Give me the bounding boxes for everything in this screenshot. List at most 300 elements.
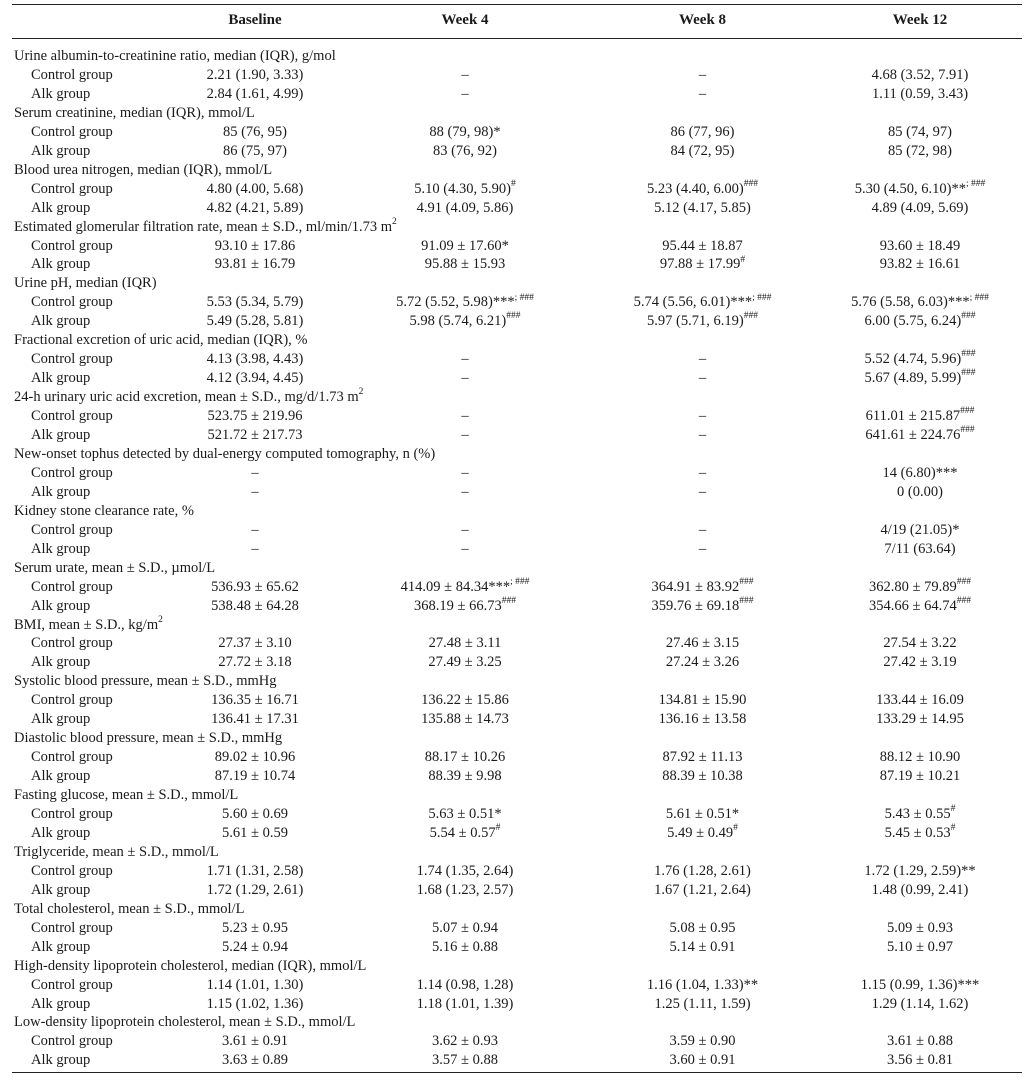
group-label: Control group xyxy=(31,919,113,936)
cell-baseline xyxy=(160,1051,350,1070)
cell-value: 27.54 ± 3.22 xyxy=(883,635,957,652)
cell-value: 95.88 ± 15.93 xyxy=(424,256,506,273)
cell-value: 27.46 ± 3.15 xyxy=(665,635,740,652)
cell-week-4 xyxy=(370,312,560,331)
group-label: Alk group xyxy=(31,881,91,898)
group-label: Alk group xyxy=(31,427,91,443)
cell-value: 3.59 ± 0.90 xyxy=(669,1033,736,1050)
group-label: Control group xyxy=(31,635,113,652)
cell-baseline xyxy=(160,142,350,161)
cell-value: 1.18 (1.01, 1.39) xyxy=(416,995,514,1012)
cell-week-12 xyxy=(820,938,1020,957)
cell-week-12 xyxy=(820,710,1020,729)
section-row xyxy=(0,843,1028,862)
cell-value: 6.00 (5.75, 6.24) xyxy=(864,313,962,330)
cell-value: 3.57 ± 0.88 xyxy=(432,1052,498,1069)
cell-week-8 xyxy=(605,293,800,312)
group-label: Alk group xyxy=(31,540,91,557)
table-row xyxy=(0,995,1028,1014)
cell-week-12 xyxy=(820,180,1020,199)
cell-value: 93.81 ± 16.79 xyxy=(214,256,296,273)
table-row xyxy=(0,919,1028,938)
cell-week-8 xyxy=(605,710,800,729)
section-label-text: Blood urea nitrogen, median (IQR), mmol/L xyxy=(14,161,273,178)
table-row xyxy=(0,255,1028,274)
section-row xyxy=(0,218,1028,237)
section-label-text: New-onset tophus detected by dual-energy computed tomography, n (%) xyxy=(14,445,436,462)
table-row xyxy=(0,578,1028,597)
cell-value: 5.07 ± 0.94 xyxy=(432,919,498,936)
section-row xyxy=(0,1013,1028,1032)
section-label-text: 24-h urinary uric acid excretion, mean ± S.D., mg/d/1.73 m xyxy=(14,389,359,406)
cell-week-12 xyxy=(820,862,1020,881)
cell-week-4 xyxy=(370,919,560,938)
cell-value: – xyxy=(698,483,707,500)
cell-week-4 xyxy=(370,66,560,85)
cell-week-8 xyxy=(605,464,800,483)
significance-superscript: ### xyxy=(739,576,754,587)
significance-superscript: ; ### xyxy=(965,178,986,189)
cell-value: 523.75 ± 219.96 xyxy=(207,408,303,425)
cell-value: – xyxy=(698,464,707,481)
cell-week-12 xyxy=(820,237,1020,256)
cell-week-12 xyxy=(820,919,1020,938)
cell-week-4 xyxy=(370,369,560,388)
cell-week-4 xyxy=(370,237,560,256)
section-label-text: Urine albumin-to-creatinine ratio, median (IQR), g/mol xyxy=(14,48,336,64)
group-label: Alk group xyxy=(31,142,91,159)
cell-week-8 xyxy=(605,748,800,767)
section-label-text: Estimated glomerular filtration rate, mean ± S.D., ml/min/1.73 m xyxy=(14,218,393,235)
table-row xyxy=(0,691,1028,710)
cell-value: 362.80 ± 79.89 xyxy=(869,578,957,595)
section-label xyxy=(14,616,163,635)
group-label: Alk group xyxy=(31,938,91,955)
cell-week-4 xyxy=(370,123,560,142)
cell-value: 5.16 ± 0.88 xyxy=(432,938,498,955)
cell-baseline xyxy=(160,938,350,957)
cell-week-8 xyxy=(605,862,800,881)
group-label: Control group xyxy=(31,408,113,425)
cell-baseline xyxy=(160,919,350,938)
cell-value: 5.49 (5.28, 5.81) xyxy=(206,313,304,330)
significance-superscript: ### xyxy=(501,595,516,606)
cell-value: 1.29 (1.14, 1.62) xyxy=(871,995,969,1012)
cell-week-8 xyxy=(605,426,800,445)
section-row xyxy=(0,957,1028,976)
group-label: Control group xyxy=(31,66,113,83)
cell-value: 1.68 (1.23, 2.57) xyxy=(416,881,514,898)
cell-value: 88.17 ± 10.26 xyxy=(424,749,506,766)
table-row xyxy=(0,464,1028,483)
significance-superscript: # xyxy=(733,823,738,834)
cell-value: 368.19 ± 66.73 xyxy=(414,597,502,614)
cell-baseline xyxy=(160,464,350,483)
cell-value: 93.10 ± 17.86 xyxy=(214,237,296,254)
section-label xyxy=(14,502,194,521)
group-label: Alk group xyxy=(31,256,91,273)
table-row xyxy=(0,180,1028,199)
cell-value: 1.48 (0.99, 2.41) xyxy=(871,881,969,898)
cell-value: 83 (76, 92) xyxy=(432,142,498,159)
cell-value: 1.25 (1.11, 1.59) xyxy=(654,995,751,1012)
significance-superscript: ; ### xyxy=(752,292,772,303)
cell-value: 87.19 ± 10.21 xyxy=(879,768,961,785)
cell-week-4 xyxy=(370,255,560,274)
cell-value: 1.74 (1.35, 2.64) xyxy=(416,862,514,879)
cell-week-12 xyxy=(820,293,1020,312)
cell-value: 5.23 ± 0.95 xyxy=(222,919,288,936)
group-label: Control group xyxy=(31,237,113,254)
cell-value: – xyxy=(461,408,469,425)
cell-baseline xyxy=(160,976,350,995)
table-row xyxy=(0,85,1028,104)
cell-value: 27.72 ± 3.18 xyxy=(218,654,292,671)
column-header-week-12: Week 12 xyxy=(892,12,948,28)
table-row xyxy=(0,976,1028,995)
significance-superscript: ### xyxy=(739,595,754,606)
cell-value: 1.72 (1.29, 2.59)** xyxy=(864,862,976,879)
cell-baseline xyxy=(160,824,350,843)
section-label xyxy=(14,161,272,180)
section-label-text: Total cholesterol, mean ± S.D., mmol/L xyxy=(14,900,245,917)
cell-week-4 xyxy=(370,199,560,218)
significance-superscript: # xyxy=(495,823,501,834)
column-header-baseline: Baseline xyxy=(228,12,282,28)
section-label xyxy=(14,445,435,464)
cell-baseline xyxy=(160,995,350,1014)
cell-value: 5.63 ± 0.51* xyxy=(428,806,502,822)
table-row xyxy=(0,521,1028,540)
section-row xyxy=(0,559,1028,578)
table-row xyxy=(0,123,1028,142)
cell-week-4 xyxy=(370,426,560,445)
cell-value: 85 (72, 98) xyxy=(887,142,953,159)
cell-baseline xyxy=(160,597,350,616)
cell-week-12 xyxy=(820,142,1020,161)
cell-value: 95.44 ± 18.87 xyxy=(662,237,743,254)
section-label xyxy=(14,274,157,293)
cell-baseline xyxy=(160,881,350,900)
cell-value: 5.23 (4.40, 6.00) xyxy=(647,180,744,197)
cell-week-4 xyxy=(370,142,560,161)
group-label: Alk group xyxy=(31,768,91,785)
section-row xyxy=(0,388,1028,407)
cell-value: 93.60 ± 18.49 xyxy=(879,237,961,254)
section-label xyxy=(14,104,255,123)
cell-value: 4/19 (21.05)* xyxy=(880,521,960,538)
group-label: Control group xyxy=(31,749,113,766)
cell-value: 1.15 (1.02, 1.36) xyxy=(206,995,304,1012)
cell-value: 5.98 (5.74, 6.21) xyxy=(409,313,507,330)
cell-value: 354.66 ± 64.74 xyxy=(869,597,957,614)
header-rule xyxy=(12,38,1022,39)
section-row xyxy=(0,900,1028,919)
cell-week-8 xyxy=(605,976,800,995)
cell-week-12 xyxy=(820,995,1020,1014)
cell-week-8 xyxy=(605,255,800,274)
table-row xyxy=(0,66,1028,85)
section-row xyxy=(0,502,1028,521)
cell-value: – xyxy=(698,427,707,443)
cell-value: 1.16 (1.04, 1.33)** xyxy=(646,976,759,993)
section-label xyxy=(14,218,397,237)
group-label: Control group xyxy=(31,351,113,368)
cell-week-4 xyxy=(370,881,560,900)
group-label: Alk group xyxy=(31,995,91,1012)
cell-week-12 xyxy=(820,255,1020,274)
cell-week-12 xyxy=(820,597,1020,616)
cell-week-8 xyxy=(605,1032,800,1051)
cell-value: 86 (75, 97) xyxy=(222,142,288,159)
cell-value: 136.41 ± 17.31 xyxy=(211,711,299,728)
section-label xyxy=(14,729,282,748)
cell-baseline xyxy=(160,767,350,786)
section-row xyxy=(0,729,1028,748)
section-label-text: Systolic blood pressure, mean ± S.D., mmHg xyxy=(14,673,277,690)
cell-week-8 xyxy=(605,85,800,104)
section-row xyxy=(0,47,1028,66)
cell-week-4 xyxy=(370,578,560,597)
cell-week-8 xyxy=(605,123,800,142)
table-row xyxy=(0,312,1028,331)
section-label-text: Triglyceride, mean ± S.D., mmol/L xyxy=(14,843,219,860)
cell-week-8 xyxy=(605,199,800,218)
significance-superscript: ### xyxy=(743,311,758,322)
group-label: Control group xyxy=(31,464,113,481)
significance-superscript: ### xyxy=(743,178,758,189)
group-label: Control group xyxy=(31,806,113,822)
cell-value: 641.61 ± 224.76 xyxy=(865,427,961,443)
cell-week-4 xyxy=(370,767,560,786)
cell-value: – xyxy=(698,351,707,368)
section-label-text: Serum urate, mean ± S.D., µmol/L xyxy=(14,559,216,576)
cell-week-4 xyxy=(370,824,560,843)
cell-week-12 xyxy=(820,824,1020,843)
cell-value: 5.10 ± 0.97 xyxy=(887,938,953,955)
cell-week-4 xyxy=(370,521,560,540)
cell-value: 0 (0.00) xyxy=(897,483,943,500)
cell-week-8 xyxy=(605,407,800,426)
cell-value: 27.49 ± 3.25 xyxy=(428,654,502,671)
group-label: Control group xyxy=(31,862,113,879)
cell-week-4 xyxy=(370,293,560,312)
cell-week-12 xyxy=(820,123,1020,142)
significance-superscript: # xyxy=(740,254,746,265)
cell-value: 85 (74, 97) xyxy=(887,123,953,140)
cell-value: 85 (76, 95) xyxy=(222,123,288,140)
column-header-week-8: Week 8 xyxy=(678,12,727,28)
cell-week-12 xyxy=(820,653,1020,672)
cell-value: 4.13 (3.98, 4.43) xyxy=(206,351,304,368)
cell-value: – xyxy=(461,85,469,102)
cell-value: 134.81 ± 15.90 xyxy=(658,692,747,709)
cell-value: 88.39 ± 9.98 xyxy=(428,768,502,785)
significance-superscript: ### xyxy=(506,311,521,322)
cell-value: 1.76 (1.28, 2.61) xyxy=(654,862,751,879)
section-label-text: Urine pH, median (IQR) xyxy=(14,275,157,292)
cell-week-4 xyxy=(370,540,560,559)
cell-value: 1.71 (1.31, 2.58) xyxy=(206,862,304,879)
section-row xyxy=(0,786,1028,805)
cell-baseline xyxy=(160,540,350,559)
cell-baseline xyxy=(160,521,350,540)
significance-superscript: ; ### xyxy=(510,576,530,587)
significance-superscript: ### xyxy=(961,349,976,360)
cell-baseline xyxy=(160,805,350,824)
group-label: Control group xyxy=(31,578,113,595)
cell-week-8 xyxy=(605,237,800,256)
section-label-superscript: 2 xyxy=(392,216,397,227)
cell-value: 133.44 ± 16.09 xyxy=(876,692,964,709)
cell-value: 5.76 (5.58, 6.03)*** xyxy=(851,294,970,311)
group-label: Alk group xyxy=(31,370,91,387)
cell-value: – xyxy=(698,408,707,425)
cell-baseline xyxy=(160,426,350,445)
table-row xyxy=(0,142,1028,161)
cell-week-8 xyxy=(605,369,800,388)
significance-superscript: ### xyxy=(961,368,976,379)
cell-value: 136.22 ± 15.86 xyxy=(421,692,509,709)
cell-value: 5.30 (4.50, 6.10)** xyxy=(854,180,966,197)
cell-value: 2.21 (1.90, 3.33) xyxy=(206,66,304,83)
cell-week-4 xyxy=(370,464,560,483)
cell-value: 5.45 ± 0.53 xyxy=(884,824,951,841)
cell-value: – xyxy=(461,483,469,500)
section-label-text: BMI, mean ± S.D., kg/m xyxy=(14,616,159,633)
cell-week-12 xyxy=(820,1032,1020,1051)
cell-value: – xyxy=(698,66,707,83)
significance-superscript: ### xyxy=(960,406,975,417)
cell-value: 364.91 ± 83.92 xyxy=(651,578,740,595)
section-row xyxy=(0,104,1028,123)
section-label xyxy=(14,559,215,578)
table-row xyxy=(0,540,1028,559)
section-label-superscript: 2 xyxy=(358,387,364,398)
cell-value: 93.82 ± 16.61 xyxy=(879,256,961,273)
group-label: Alk group xyxy=(31,597,91,614)
cell-value: 1.72 (1.29, 2.61) xyxy=(206,881,304,898)
table-row xyxy=(0,653,1028,672)
table-row xyxy=(0,862,1028,881)
cell-value: 5.49 ± 0.49 xyxy=(667,824,734,841)
section-label xyxy=(14,843,219,862)
cell-week-4 xyxy=(370,995,560,1014)
group-label: Alk group xyxy=(31,313,91,330)
cell-value: 14 (6.80)*** xyxy=(882,464,958,481)
significance-superscript: ; ### xyxy=(969,292,989,303)
cell-value: 88.12 ± 10.90 xyxy=(879,749,961,766)
cell-baseline xyxy=(160,350,350,369)
cell-week-8 xyxy=(605,881,800,900)
cell-baseline xyxy=(160,66,350,85)
column-header-week-4: Week 4 xyxy=(441,12,489,28)
cell-value: 91.09 ± 17.60* xyxy=(421,237,509,254)
cell-value: – xyxy=(698,521,707,538)
significance-superscript: ### xyxy=(956,576,971,587)
cell-week-8 xyxy=(605,578,800,597)
cell-value: 5.60 ± 0.69 xyxy=(222,806,288,822)
cell-baseline xyxy=(160,199,350,218)
section-label xyxy=(14,1013,355,1032)
cell-value: 1.15 (0.99, 1.36)*** xyxy=(860,976,980,993)
cell-value: 5.09 ± 0.93 xyxy=(887,919,953,936)
cell-value: – xyxy=(461,351,469,368)
section-row xyxy=(0,616,1028,635)
cell-value: – xyxy=(251,521,259,538)
table-row xyxy=(0,483,1028,502)
section-row xyxy=(0,672,1028,691)
cell-value: 3.63 ± 0.89 xyxy=(222,1052,288,1069)
table-row xyxy=(0,1051,1028,1070)
significance-superscript: ### xyxy=(961,311,976,322)
cell-week-8 xyxy=(605,66,800,85)
cell-week-12 xyxy=(820,748,1020,767)
cell-value: 3.56 ± 0.81 xyxy=(887,1052,953,1069)
cell-baseline xyxy=(160,1032,350,1051)
table-row xyxy=(0,426,1028,445)
cell-value: 7/11 (63.64) xyxy=(884,540,956,557)
cell-value: 4.82 (4.21, 5.89) xyxy=(206,199,304,216)
cell-week-12 xyxy=(820,881,1020,900)
cell-value: 3.61 ± 0.91 xyxy=(222,1033,288,1050)
cell-week-8 xyxy=(605,805,800,824)
cell-value: – xyxy=(698,370,707,387)
cell-week-12 xyxy=(820,767,1020,786)
section-row xyxy=(0,331,1028,350)
cell-value: 3.60 ± 0.91 xyxy=(669,1052,736,1069)
section-label xyxy=(14,786,238,805)
section-row xyxy=(0,445,1028,464)
cell-week-8 xyxy=(605,350,800,369)
cell-week-8 xyxy=(605,180,800,199)
cell-baseline xyxy=(160,653,350,672)
cell-week-4 xyxy=(370,976,560,995)
cell-baseline xyxy=(160,710,350,729)
cell-baseline xyxy=(160,255,350,274)
cell-value: – xyxy=(461,66,469,83)
section-label-superscript: 2 xyxy=(158,614,163,625)
cell-value: 4.12 (3.94, 4.45) xyxy=(206,370,304,387)
cell-baseline xyxy=(160,237,350,256)
cell-baseline xyxy=(160,180,350,199)
cell-value: 136.35 ± 16.71 xyxy=(211,692,299,709)
table-row xyxy=(0,805,1028,824)
cell-value: 5.67 (4.89, 5.99) xyxy=(864,370,962,387)
cell-week-12 xyxy=(820,369,1020,388)
cell-value: 2.84 (1.61, 4.99) xyxy=(206,85,304,102)
table-row xyxy=(0,597,1028,616)
cell-value: 538.48 ± 64.28 xyxy=(211,597,299,614)
cell-week-8 xyxy=(605,691,800,710)
table-row xyxy=(0,407,1028,426)
cell-week-8 xyxy=(605,312,800,331)
cell-week-8 xyxy=(605,521,800,540)
cell-week-12 xyxy=(820,521,1020,540)
cell-week-4 xyxy=(370,85,560,104)
group-label: Control group xyxy=(31,692,113,709)
cell-week-12 xyxy=(820,578,1020,597)
group-label: Alk group xyxy=(31,85,91,102)
group-label: Alk group xyxy=(31,1052,91,1069)
group-label: Control group xyxy=(31,976,113,993)
cell-week-8 xyxy=(605,634,800,653)
table-row xyxy=(0,237,1028,256)
cell-week-12 xyxy=(820,464,1020,483)
section-label xyxy=(14,388,363,407)
cell-value: 135.88 ± 14.73 xyxy=(421,711,509,728)
cell-week-4 xyxy=(370,597,560,616)
